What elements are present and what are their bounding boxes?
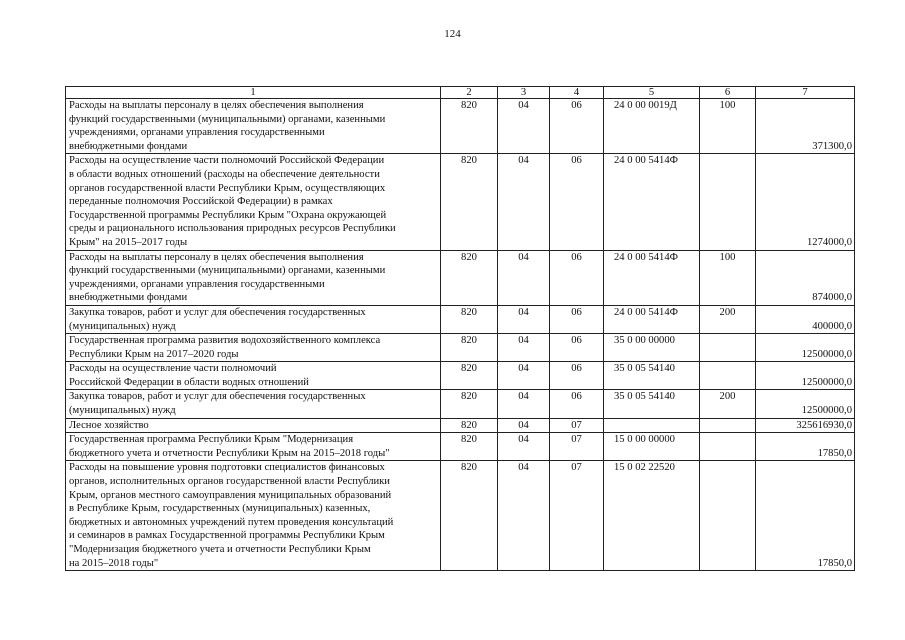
amount-value: 371300,0 [756, 99, 855, 154]
page-number: 124 [444, 28, 461, 40]
table-row [66, 154, 855, 250]
subsection-code: 06 [550, 250, 604, 305]
grbs-code: 820 [441, 250, 498, 305]
description-line: Государственная программа развития водохозяйственного комплекса [69, 335, 381, 347]
column-header: 2 [441, 87, 498, 99]
row-description [66, 390, 441, 418]
target-article-code: 15 0 00 00000 [604, 433, 700, 461]
description-line: бюджетных и автономных учреждений путем проведения консультаций [69, 516, 394, 528]
table-row [66, 362, 855, 390]
grbs-code: 820 [441, 461, 498, 571]
description-line: внебюджетными фондами [69, 292, 188, 304]
table-row [66, 461, 855, 571]
target-article-code: 24 0 00 5414Ф [604, 250, 700, 305]
description-line: внебюджетными фондами [69, 140, 188, 152]
section-code: 04 [498, 305, 550, 333]
amount-value: 874000,0 [756, 250, 855, 305]
grbs-code: 820 [441, 305, 498, 333]
table-body [66, 87, 855, 571]
target-article-code: 24 0 00 5414Ф [604, 154, 700, 250]
table-row [66, 418, 855, 433]
expense-type-code [700, 154, 756, 250]
grbs-code: 820 [441, 99, 498, 154]
column-header: 6 [700, 87, 756, 99]
expense-type-code: 100 [700, 99, 756, 154]
description-line: переданные полномочия Российской Федерации) в рамках [69, 196, 333, 208]
description-line: в области водных отношений (расходы на обеспечение деятельности [69, 168, 380, 180]
description-line: органов, исполнительных органов государственной власти Республики [69, 476, 390, 488]
section-code: 04 [498, 418, 550, 433]
description-line: функций государственными (муниципальными) органами, казенными [69, 265, 386, 277]
table-row [66, 334, 855, 362]
section-code: 04 [498, 390, 550, 418]
section-code: 04 [498, 461, 550, 571]
description-line: Лесное хозяйство [69, 419, 149, 431]
description-line: Расходы на выплаты персоналу в целях обеспечения выполнения [69, 100, 364, 111]
row-description [66, 99, 441, 154]
amount-value: 1274000,0 [756, 154, 855, 250]
description-line: среды и рационального использования природных ресурсов Республики [69, 223, 396, 235]
grbs-code: 820 [441, 362, 498, 390]
description-line: на 2015–2018 годы" [69, 557, 159, 569]
section-code: 04 [498, 99, 550, 154]
description-line: Республики Крым на 2017–2020 годы [69, 348, 239, 360]
amount-value: 17850,0 [756, 461, 855, 571]
description-line: Расходы на осуществление части полномочий Российской Федерации [69, 155, 385, 167]
expense-type-code [700, 418, 756, 433]
table-row [66, 390, 855, 418]
description-line: Расходы на выплаты персоналу в целях обеспечения выполнения [69, 251, 364, 263]
expense-type-code: 200 [700, 390, 756, 418]
description-line: Расходы на осуществление части полномочий [69, 363, 277, 375]
table-row [66, 305, 855, 333]
target-article-code: 35 0 05 54140 [604, 362, 700, 390]
section-code: 04 [498, 433, 550, 461]
description-line: Крым" на 2015–2017 годы [69, 236, 188, 248]
description-line: (муниципальных) нужд [69, 320, 176, 332]
budget-table [65, 86, 855, 571]
target-article-code: 24 0 00 0019Д [604, 99, 700, 154]
expense-type-code: 100 [700, 250, 756, 305]
column-header: 4 [550, 87, 604, 99]
target-article-code: 15 0 02 22520 [604, 461, 700, 571]
target-article-code: 35 0 05 54140 [604, 390, 700, 418]
amount-value: 12500000,0 [756, 362, 855, 390]
expense-type-code: 200 [700, 305, 756, 333]
row-description [66, 461, 441, 571]
subsection-code: 06 [550, 154, 604, 250]
column-header: 5 [604, 87, 700, 99]
subsection-code: 07 [550, 433, 604, 461]
target-article-code [604, 418, 700, 433]
grbs-code: 820 [441, 334, 498, 362]
description-line: Закупка товаров, работ и услуг для обеспечения государственных [69, 391, 366, 403]
description-line: бюджетного учета и отчетности Республики Крым на 2015–2018 годы" [69, 447, 390, 459]
description-line: Государственной программы Республики Крым "Охрана окружающей [69, 209, 387, 221]
column-header-row [66, 87, 855, 99]
subsection-code: 07 [550, 461, 604, 571]
row-description [66, 433, 441, 461]
description-line: органов государственной власти Республики Крым, осуществляющих [69, 182, 386, 194]
description-line: Крым, органов местного самоуправления муниципальных образований [69, 489, 392, 501]
subsection-code: 06 [550, 334, 604, 362]
row-description [66, 305, 441, 333]
expense-type-code [700, 461, 756, 571]
grbs-code: 820 [441, 418, 498, 433]
description-line: Российской Федерации в области водных отношений [69, 376, 309, 388]
amount-value: 12500000,0 [756, 334, 855, 362]
grbs-code: 820 [441, 433, 498, 461]
amount-value: 400000,0 [756, 305, 855, 333]
amount-value: 12500000,0 [756, 390, 855, 418]
expense-type-code [700, 334, 756, 362]
description-line: Закупка товаров, работ и услуг для обеспечения государственных [69, 306, 366, 318]
description-line: Расходы на повышение уровня подготовки специалистов финансовых [69, 462, 385, 474]
description-line: в Республике Крым, государственных (муниципальных) казенных, [69, 503, 371, 515]
table-row [66, 250, 855, 305]
grbs-code: 820 [441, 154, 498, 250]
table-row [66, 99, 855, 154]
table-row [66, 433, 855, 461]
description-line: Государственная программа Республики Крым "Модернизация [69, 434, 354, 446]
subsection-code: 07 [550, 418, 604, 433]
description-line: и семинаров в рамках Государственной программы Республики Крым [69, 530, 385, 542]
description-line: учреждениями, органами управления государственными [69, 127, 325, 139]
row-description [66, 418, 441, 433]
subsection-code: 06 [550, 99, 604, 154]
row-description [66, 250, 441, 305]
amount-value: 325616930,0 [756, 418, 855, 433]
grbs-code: 820 [441, 390, 498, 418]
section-code: 04 [498, 362, 550, 390]
column-header: 3 [498, 87, 550, 99]
expense-type-code [700, 433, 756, 461]
expense-type-code [700, 362, 756, 390]
column-header: 1 [66, 87, 441, 99]
row-description [66, 154, 441, 250]
row-description [66, 334, 441, 362]
description-line: учреждениями, органами управления государственными [69, 278, 325, 290]
column-header: 7 [756, 87, 855, 99]
row-description [66, 362, 441, 390]
subsection-code: 06 [550, 305, 604, 333]
amount-value: 17850,0 [756, 433, 855, 461]
target-article-code: 35 0 00 00000 [604, 334, 700, 362]
description-line: "Модернизация бюджетного учета и отчетности Республики Крым [69, 544, 371, 555]
subsection-code: 06 [550, 390, 604, 418]
section-code: 04 [498, 334, 550, 362]
description-line: (муниципальных) нужд [69, 405, 176, 417]
section-code: 04 [498, 154, 550, 250]
description-line: функций государственными (муниципальными) органами, казенными [69, 113, 386, 125]
target-article-code: 24 0 00 5414Ф [604, 305, 700, 333]
subsection-code: 06 [550, 362, 604, 390]
section-code: 04 [498, 250, 550, 305]
